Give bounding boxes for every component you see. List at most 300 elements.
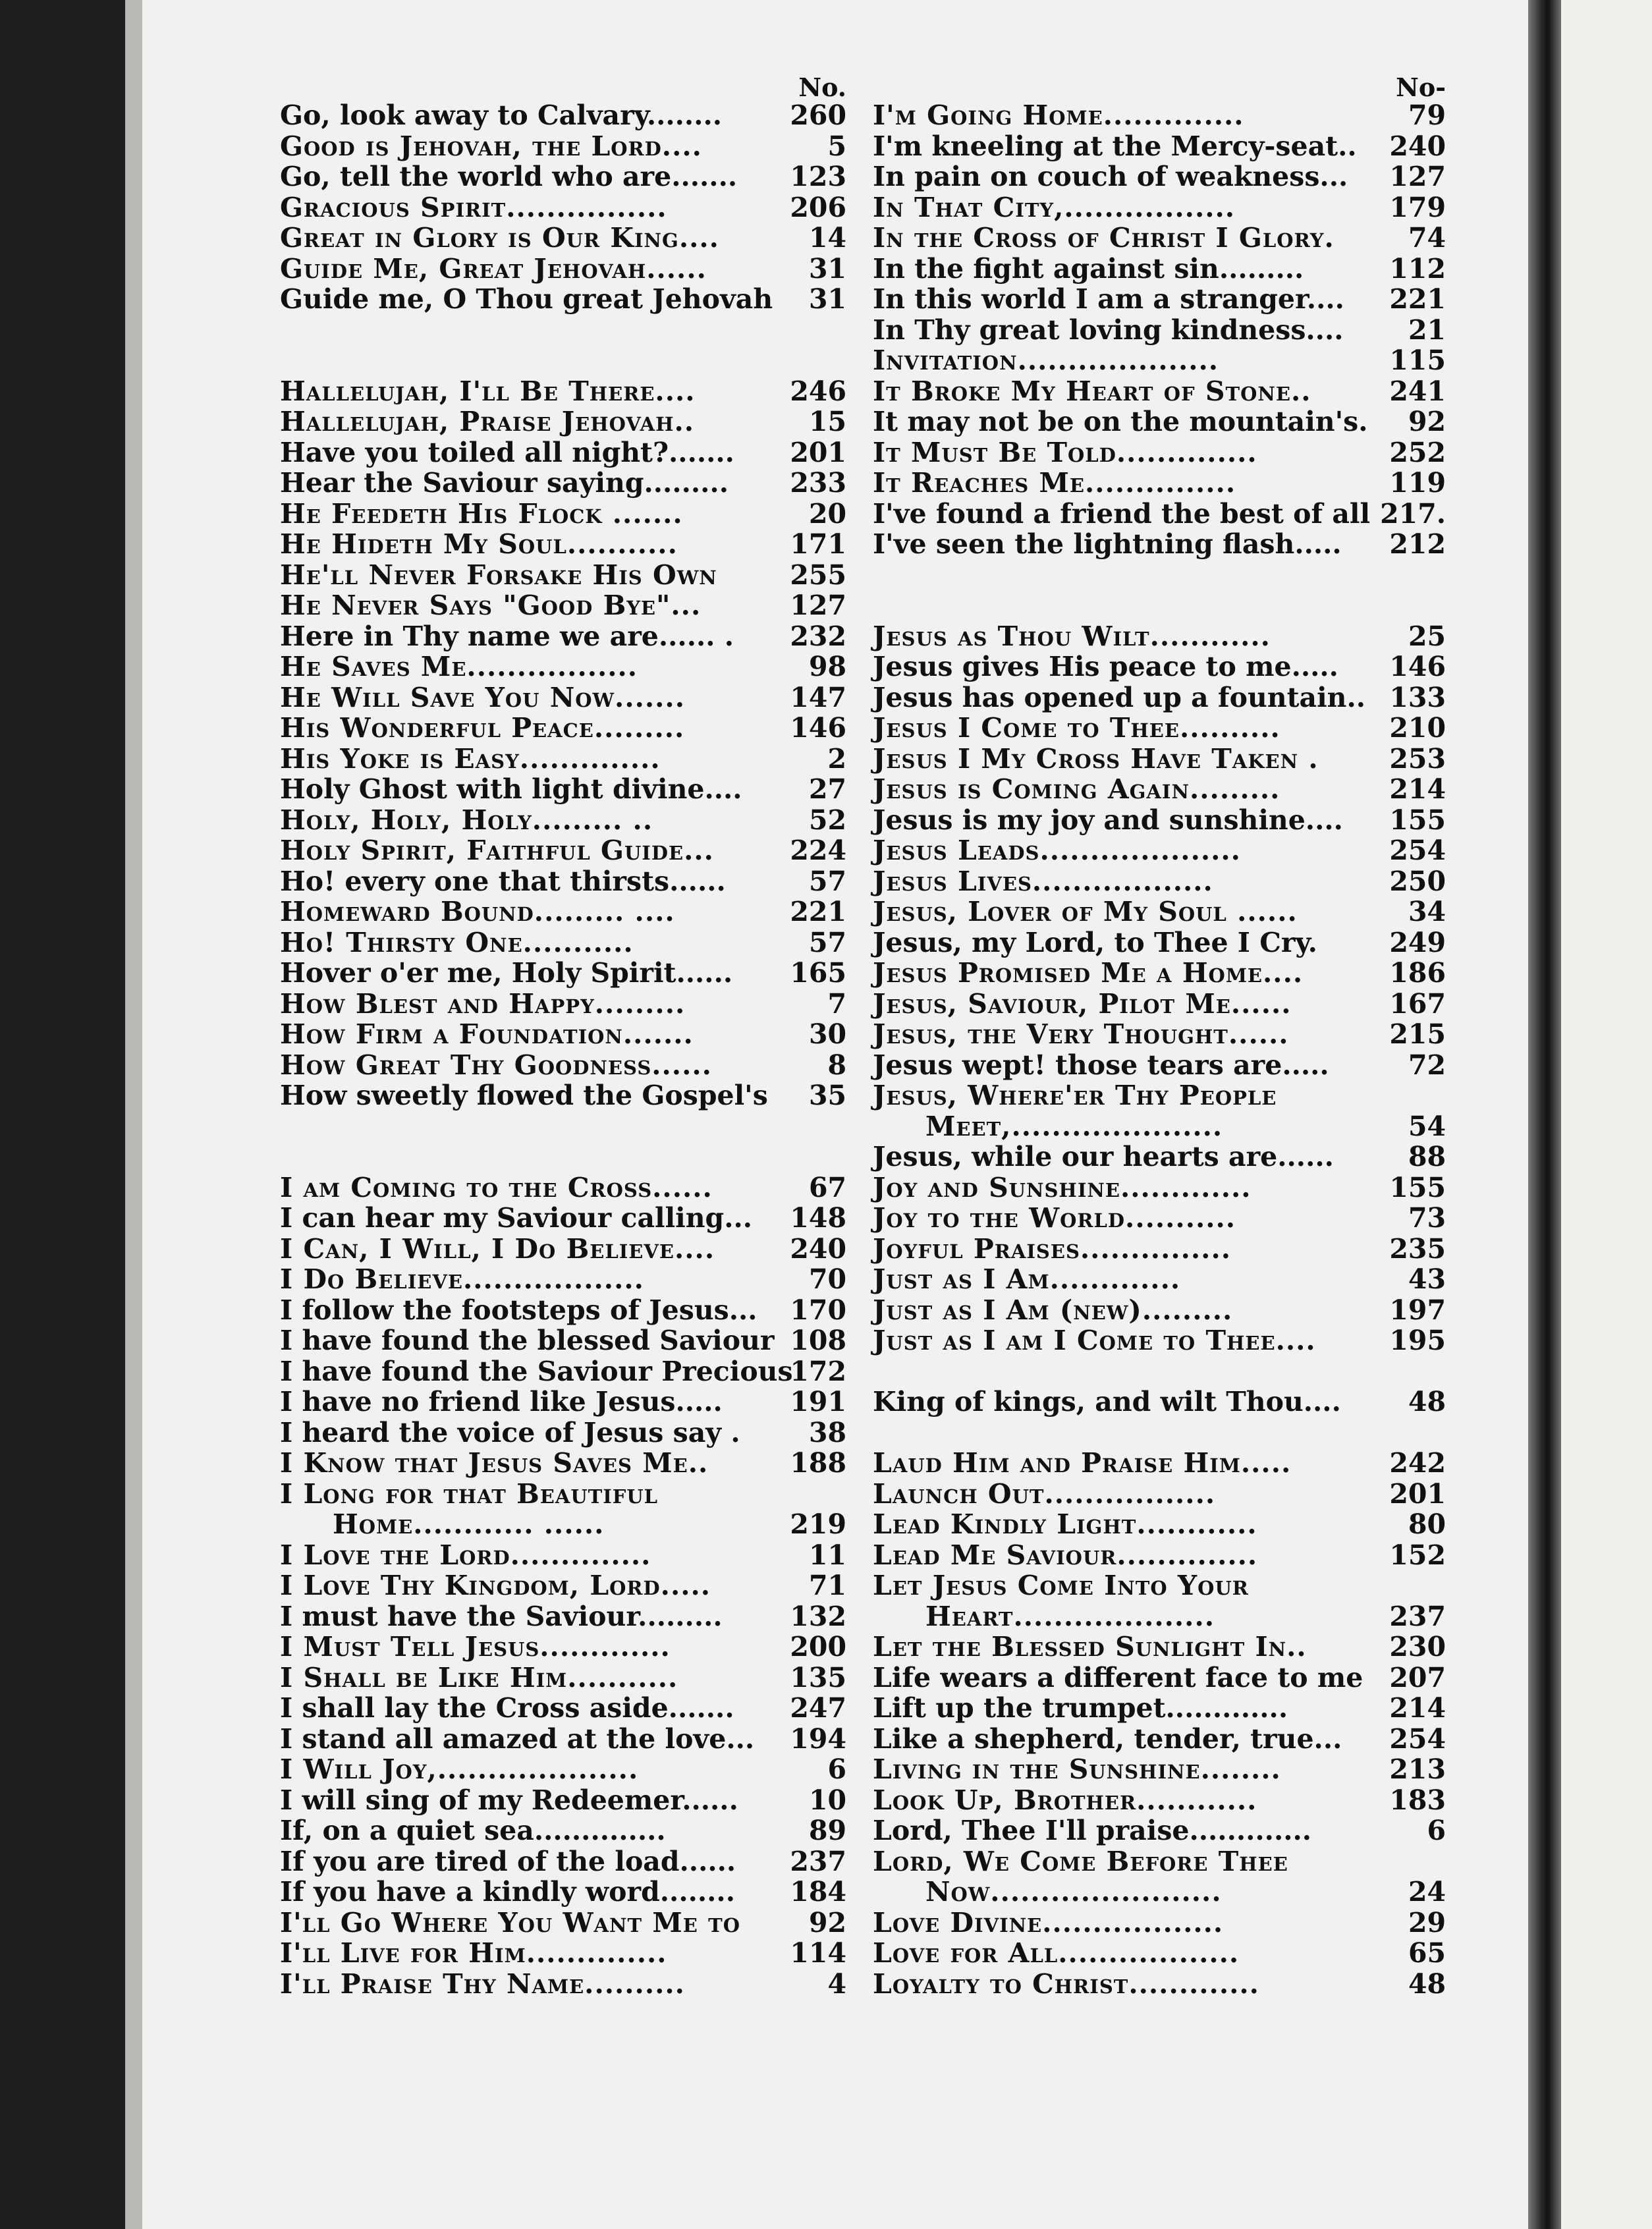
hymn-title: In the fight against sin......... xyxy=(873,252,1304,285)
hymn-title: King of kings, and wilt Thou.... xyxy=(873,1386,1341,1417)
hymn-title: Lord, Thee I'll praise............. xyxy=(873,1815,1312,1846)
hymn-number: 7 xyxy=(827,987,846,1020)
index-entry xyxy=(280,560,846,590)
facing-page xyxy=(1561,0,1652,2229)
index-entry xyxy=(873,1724,1446,1754)
hymn-number: 31 xyxy=(808,283,846,315)
hymn-title: In this world I am a stranger.... xyxy=(873,283,1344,315)
hymn-number: 114 xyxy=(790,1937,846,1969)
hymn-title: Hover o'er me, Holy Spirit...... xyxy=(280,957,733,989)
index-entry xyxy=(873,835,1446,866)
index-entry xyxy=(873,1142,1446,1172)
hymn-title: Look Up, Brother............ xyxy=(873,1784,1257,1816)
hymn-number: 224 xyxy=(790,835,846,866)
hymn-number: 241 xyxy=(1389,375,1446,407)
index-entry xyxy=(280,1632,846,1662)
hymn-title: I Long for that Beautiful xyxy=(280,1477,659,1510)
index-entry xyxy=(280,1264,846,1294)
index-entry xyxy=(873,529,1446,559)
hymn-title: How sweetly flowed the Gospel's xyxy=(280,1080,768,1111)
hymn-title: I Love the Lord.............. xyxy=(280,1539,651,1571)
hymn-number: 255 xyxy=(790,559,846,591)
hymn-number: 155 xyxy=(1389,1171,1446,1203)
hymn-title: Great in Glory is Our King.... xyxy=(280,222,719,254)
index-entry xyxy=(873,621,1446,651)
hymn-number: 65 xyxy=(1408,1937,1446,1969)
index-entry xyxy=(280,989,846,1019)
hymn-title: I've found a friend the best of all xyxy=(873,497,1371,530)
hymn-number: 27 xyxy=(808,773,846,805)
hymn-number: 233 xyxy=(790,467,846,499)
hymn-title: Lead Me Saviour.............. xyxy=(873,1539,1258,1571)
index-entry xyxy=(873,1387,1446,1417)
hymn-number: 98 xyxy=(808,651,846,682)
hymn-title: Hallelujah, Praise Jehovah.. xyxy=(280,406,695,437)
hymn-title: Homeward Bound......... .... xyxy=(280,896,675,927)
hymn-number: 52 xyxy=(808,804,846,836)
hymn-number: 201 xyxy=(1389,1477,1446,1510)
hymn-number: 183 xyxy=(1389,1784,1446,1816)
hymn-title: In the Cross of Christ I Glory. xyxy=(873,222,1335,254)
index-entry xyxy=(873,774,1446,804)
index-entry xyxy=(873,406,1446,437)
hymn-title: I stand all amazed at the love... xyxy=(280,1722,755,1755)
hymn-title: Jesus, Where'er Thy People xyxy=(873,1080,1277,1111)
number-column-header: No. xyxy=(798,72,846,102)
hymn-number: 89 xyxy=(808,1815,846,1846)
hymn-number: 57 xyxy=(808,865,846,897)
hymn-number: 215 xyxy=(1389,1018,1446,1050)
hymn-number: 210 xyxy=(1389,712,1446,744)
hymn-title: Gracious Spirit................ xyxy=(280,191,667,223)
hymn-title: Life wears a different face to me xyxy=(873,1661,1363,1693)
index-entry xyxy=(280,1234,846,1264)
hymn-number: 147 xyxy=(790,681,846,713)
index-entry xyxy=(280,805,846,835)
hymn-number: 71 xyxy=(808,1570,846,1601)
index-entry xyxy=(280,1785,846,1815)
index-entry xyxy=(280,406,846,437)
hymn-title: Living in the Sunshine........ xyxy=(873,1753,1281,1785)
hymn-number: 207 xyxy=(1389,1661,1446,1693)
index-entry xyxy=(873,958,1446,988)
index-entry xyxy=(873,1264,1446,1294)
index-entry xyxy=(873,315,1446,345)
index-entry xyxy=(280,1724,846,1754)
hymn-title: I'm kneeling at the Mercy-seat.. xyxy=(873,130,1357,162)
hymn-number: 34 xyxy=(1408,896,1446,927)
hymn-number: 21 xyxy=(1408,314,1446,346)
hymn-title: Joy to the World........... xyxy=(873,1202,1236,1234)
hymn-title: It Reaches Me............... xyxy=(873,467,1236,499)
index-entry xyxy=(873,682,1446,713)
hymn-number: 35 xyxy=(808,1080,846,1111)
hymn-title: Jesus I My Cross Have Taken . xyxy=(873,742,1319,775)
hymn-number: 11 xyxy=(808,1539,846,1571)
hymn-title: Jesus is Coming Again......... xyxy=(873,773,1280,805)
hymn-number: 119 xyxy=(1389,467,1446,499)
index-entry xyxy=(280,1754,846,1784)
hymn-title: Ho! Thirsty One........... xyxy=(280,926,634,958)
hymn-number: 132 xyxy=(790,1600,846,1632)
hymn-number: 235 xyxy=(1389,1232,1446,1265)
scan-dark-margin xyxy=(0,0,125,2229)
hymn-title: I'll Go Where You Want Me to xyxy=(280,1906,740,1939)
hymn-title: Jesus has opened up a fountain.. xyxy=(873,681,1366,713)
hymn-number: 152 xyxy=(1389,1539,1446,1571)
hymn-number: 214 xyxy=(1389,773,1446,805)
index-entry xyxy=(873,651,1446,682)
index-entry xyxy=(280,651,846,682)
hymn-title: His Yoke is Easy.............. xyxy=(280,742,661,775)
hymn-title: If you have a kindly word........ xyxy=(280,1876,735,1908)
index-entry xyxy=(280,1509,846,1539)
index-entry xyxy=(873,1785,1446,1815)
hymn-number: 127 xyxy=(1389,161,1446,192)
hymn-number: 194 xyxy=(790,1722,846,1755)
index-entry xyxy=(280,1908,846,1938)
hymn-number: 250 xyxy=(1389,865,1446,897)
hymn-title: He Hideth My Soul........... xyxy=(280,528,678,560)
hymn-number: 254 xyxy=(1389,835,1446,866)
hymn-title: I heard the voice of Jesus say . xyxy=(280,1416,740,1448)
index-entry xyxy=(280,1877,846,1907)
index-entry xyxy=(280,621,846,651)
hymn-number: 57 xyxy=(808,926,846,958)
hymn-number: 43 xyxy=(1408,1263,1446,1295)
hymn-title: I Know that Jesus Saves Me.. xyxy=(280,1447,709,1479)
index-entry xyxy=(280,744,846,774)
index-entry xyxy=(873,1570,1446,1601)
hymn-title: Jesus, Saviour, Pilot Me...... xyxy=(873,987,1292,1020)
hymn-number: 92 xyxy=(1408,406,1446,437)
hymn-title: I've seen the lightning flash..... xyxy=(873,528,1342,560)
index-entry xyxy=(280,1080,846,1111)
hymn-number: 8 xyxy=(827,1049,846,1081)
hymn-title: I will sing of my Redeemer...... xyxy=(280,1784,738,1816)
index-entry xyxy=(280,1050,846,1080)
hymn-title: I have found the blessed Saviour xyxy=(280,1325,775,1356)
hymn-title: Lead Kindly Light............ xyxy=(873,1508,1257,1540)
hymn-number: 92 xyxy=(808,1906,846,1939)
hymn-title: Jesus I Come to Thee.......... xyxy=(873,712,1280,744)
hymn-number: 73 xyxy=(1408,1202,1446,1234)
index-entry xyxy=(280,1325,846,1356)
hymn-title: Let Jesus Come Into Your xyxy=(873,1570,1249,1601)
hymn-title: Joy and Sunshine............. xyxy=(873,1171,1252,1203)
index-entry xyxy=(280,682,846,713)
index-entry xyxy=(280,223,846,253)
hymn-number: 74 xyxy=(1408,222,1446,254)
hymn-number: 127 xyxy=(790,590,846,621)
index-entry xyxy=(280,1846,846,1877)
index-entry xyxy=(873,805,1446,835)
hymn-number: 146 xyxy=(790,712,846,744)
index-entry xyxy=(873,100,1446,130)
index-entry xyxy=(280,590,846,620)
index-entry xyxy=(280,1417,846,1448)
hymn-title: Go, tell the world who are....... xyxy=(280,161,738,192)
hymn-title: He Feedeth His Flock ....... xyxy=(280,497,683,530)
hymn-title: Guide Me, Great Jehovah...... xyxy=(280,252,707,285)
hymn-number: 217. xyxy=(1380,497,1446,530)
index-entry xyxy=(280,1479,846,1509)
hymn-title: Launch Out................. xyxy=(873,1477,1216,1510)
hymn-number: 242 xyxy=(1389,1447,1446,1479)
index-entry xyxy=(280,529,846,559)
index-entry xyxy=(873,1693,1446,1723)
hymn-number: 123 xyxy=(790,161,846,192)
index-entry xyxy=(280,1693,846,1723)
index-entry xyxy=(873,223,1446,253)
hymn-title: Lord, We Come Before Thee xyxy=(873,1845,1288,1877)
hymn-title: If you are tired of the load...... xyxy=(280,1845,736,1877)
hymn-title: How Great Thy Goodness...... xyxy=(280,1049,712,1081)
index-entry xyxy=(873,1448,1446,1478)
index-entry xyxy=(280,1356,846,1387)
hymn-number: 221 xyxy=(1389,283,1446,315)
hymn-number: 6 xyxy=(827,1753,846,1785)
hymn-title: It Broke My Heart of Stone.. xyxy=(873,375,1311,407)
index-entry xyxy=(280,1815,846,1846)
hymn-title: Just as I Am............. xyxy=(873,1263,1181,1295)
hymn-number: 219 xyxy=(790,1508,846,1540)
hymn-title: Let the Blessed Sunlight In.. xyxy=(873,1631,1307,1663)
hymn-title: Here in Thy name we are...... . xyxy=(280,620,734,652)
index-entry xyxy=(873,1601,1446,1632)
hymn-number: 254 xyxy=(1389,1722,1446,1755)
hymn-title: Loyalty to Christ............. xyxy=(873,1968,1259,2000)
hymn-number: 135 xyxy=(790,1661,846,1693)
hymn-title: Just as I Am (new)......... xyxy=(873,1294,1233,1326)
hymn-number: 237 xyxy=(1389,1600,1446,1632)
hymn-number: 88 xyxy=(1408,1141,1446,1172)
hymn-title: I have no friend like Jesus..... xyxy=(280,1386,723,1417)
index-entry xyxy=(873,927,1446,958)
hymn-title: Invitation.................... xyxy=(873,344,1219,376)
index-entry xyxy=(873,1509,1446,1539)
hymn-title: Jesus, the Very Thought...... xyxy=(873,1018,1289,1050)
hymn-title: Meet,..................... xyxy=(925,1110,1223,1142)
index-entry xyxy=(873,713,1446,743)
index-entry xyxy=(280,284,846,314)
hymn-title: How Blest and Happy......... xyxy=(280,987,686,1020)
hymn-title: I'll Praise Thy Name.......... xyxy=(280,1968,685,2000)
index-entry xyxy=(280,1203,846,1233)
hymn-number: 260 xyxy=(790,99,846,131)
index-entry xyxy=(873,1877,1446,1907)
index-entry xyxy=(873,345,1446,375)
index-entry xyxy=(873,376,1446,406)
hymn-title: Joyful Praises............... xyxy=(873,1232,1232,1265)
hymn-number: 54 xyxy=(1408,1110,1446,1142)
hymn-number: 212 xyxy=(1389,528,1446,560)
hymn-title: Just as I am I Come to Thee.... xyxy=(873,1325,1316,1356)
hymn-number: 253 xyxy=(1389,742,1446,775)
hymn-number: 230 xyxy=(1389,1631,1446,1663)
hymn-number: 206 xyxy=(790,191,846,223)
hymn-title: Lift up the trumpet............. xyxy=(873,1692,1288,1724)
hymn-number: 232 xyxy=(790,620,846,652)
hymn-title: In That City,................. xyxy=(873,191,1236,223)
hymn-title: Jesus Leads.................... xyxy=(873,835,1241,866)
hymn-title: Holy Spirit, Faithful Guide... xyxy=(280,835,714,866)
hymn-number: 38 xyxy=(808,1416,846,1448)
hymn-title: In Thy great loving kindness.... xyxy=(873,314,1344,346)
hymn-number: 108 xyxy=(790,1325,846,1356)
hymn-title: In pain on couch of weakness... xyxy=(873,161,1348,192)
hymn-number: 30 xyxy=(808,1018,846,1050)
index-entry xyxy=(873,1203,1446,1233)
hymn-number: 48 xyxy=(1408,1968,1446,2000)
hymn-number: 48 xyxy=(1408,1386,1446,1417)
index-entry xyxy=(873,192,1446,223)
hymn-number: 165 xyxy=(790,957,846,989)
hymn-number: 179 xyxy=(1389,191,1446,223)
hymn-number: 186 xyxy=(1389,957,1446,989)
hymn-title: It may not be on the mountain's. xyxy=(873,406,1368,437)
hymn-title: I'm Going Home.............. xyxy=(873,99,1244,131)
hymn-title: Holy, Holy, Holy......... .. xyxy=(280,804,653,836)
hymn-number: 240 xyxy=(1389,130,1446,162)
index-entry xyxy=(280,131,846,161)
hymn-title: Jesus Promised Me a Home.... xyxy=(873,957,1304,989)
hymn-number: 148 xyxy=(790,1202,846,1234)
index-entry xyxy=(280,896,846,927)
index-entry xyxy=(873,1172,1446,1203)
index-entry xyxy=(873,1111,1446,1142)
index-entry xyxy=(280,100,846,130)
hymn-number: 31 xyxy=(808,252,846,285)
hymn-title: How Firm a Foundation....... xyxy=(280,1018,694,1050)
hymn-number: 252 xyxy=(1389,436,1446,468)
hymn-number: 24 xyxy=(1408,1876,1446,1908)
index-entry xyxy=(280,927,846,958)
hymn-title: I must have the Saviour......... xyxy=(280,1600,723,1632)
hymn-number: 247 xyxy=(790,1692,846,1724)
hymn-number: 172 xyxy=(790,1355,846,1387)
hymn-title: I Will Joy,.................... xyxy=(280,1753,639,1785)
index-entry xyxy=(873,1938,1446,1968)
index-entry xyxy=(280,1387,846,1417)
hymn-title: Jesus wept! those tears are..... xyxy=(873,1049,1329,1081)
hymn-number: 214 xyxy=(1389,1692,1446,1724)
index-entry xyxy=(873,1663,1446,1693)
hymn-title: I Love Thy Kingdom, Lord..... xyxy=(280,1570,711,1601)
hymn-number: 5 xyxy=(827,130,846,162)
hymn-title: I can hear my Saviour calling... xyxy=(280,1202,753,1234)
hymn-number: 4 xyxy=(827,1968,846,2000)
hymn-title: I have found the Saviour Precious xyxy=(280,1355,793,1387)
index-entry xyxy=(873,437,1446,468)
index-entry xyxy=(280,866,846,896)
index-entry xyxy=(280,254,846,284)
hymn-title: Love Divine.................. xyxy=(873,1906,1224,1939)
book-gutter xyxy=(1528,0,1561,2229)
hymn-number: 79 xyxy=(1408,99,1446,131)
hymn-number: 67 xyxy=(808,1171,846,1203)
hymn-title: I am Coming to the Cross...... xyxy=(280,1171,713,1203)
hymn-number: 80 xyxy=(1408,1508,1446,1540)
hymn-title: Home............ ...... xyxy=(333,1508,605,1540)
hymn-number: 246 xyxy=(790,375,846,407)
hymn-title: He Will Save You Now....... xyxy=(280,681,685,713)
hymn-title: Have you toiled all night?....... xyxy=(280,436,734,468)
hymn-number: 72 xyxy=(1408,1049,1446,1081)
hymn-number: 115 xyxy=(1389,344,1446,376)
index-entry xyxy=(873,131,1446,161)
index-entry xyxy=(280,1601,846,1632)
index-entry xyxy=(280,1938,846,1968)
index-entry xyxy=(280,713,846,743)
hymn-number: 167 xyxy=(1389,987,1446,1020)
index-entry xyxy=(280,1540,846,1570)
index-entry xyxy=(873,1969,1446,1999)
hymn-number: 25 xyxy=(1408,620,1446,652)
hymn-title: Holy Ghost with light divine.... xyxy=(280,773,742,805)
index-entry xyxy=(873,1325,1446,1356)
hymn-number: 200 xyxy=(790,1631,846,1663)
hymn-title: Ho! every one that thirsts...... xyxy=(280,865,726,897)
index-entry xyxy=(873,1632,1446,1662)
index-entry xyxy=(873,1295,1446,1325)
hymn-number: 6 xyxy=(1427,1815,1446,1846)
hymn-number: 10 xyxy=(808,1784,846,1816)
hymn-number: 201 xyxy=(790,436,846,468)
index-entry xyxy=(280,1663,846,1693)
hymn-title: It Must Be Told.............. xyxy=(873,436,1257,468)
index-entry xyxy=(280,192,846,223)
hymn-title: Jesus Lives.................. xyxy=(873,865,1213,897)
index-entry xyxy=(873,499,1446,529)
index-entry xyxy=(280,1448,846,1478)
index-entry xyxy=(873,1479,1446,1509)
hymn-title: Jesus gives His peace to me..... xyxy=(873,651,1338,682)
hymn-number: 15 xyxy=(808,406,846,437)
index-entry xyxy=(873,1080,1446,1111)
hymn-number: 170 xyxy=(790,1294,846,1326)
index-entry xyxy=(873,1754,1446,1784)
hymn-number: 29 xyxy=(1408,1906,1446,1939)
hymn-number: 213 xyxy=(1389,1753,1446,1785)
hymn-title: Jesus as Thou Wilt............ xyxy=(873,620,1271,652)
index-entry xyxy=(280,437,846,468)
index-entry xyxy=(280,1969,846,1999)
hymn-number: 146 xyxy=(1389,651,1446,682)
hymn-title: I Shall be Like Him........... xyxy=(280,1661,678,1693)
index-entry xyxy=(873,1815,1446,1846)
hymn-number: 191 xyxy=(790,1386,846,1417)
hymn-number: 195 xyxy=(1389,1325,1446,1356)
number-column-header: No- xyxy=(1396,72,1446,102)
hymn-number: 14 xyxy=(808,222,846,254)
hymn-title: Guide me, O Thou great Jehovah xyxy=(280,283,773,315)
index-entry xyxy=(873,1050,1446,1080)
index-entry xyxy=(280,835,846,866)
index-entry xyxy=(873,866,1446,896)
hymn-number: 2 xyxy=(827,742,846,775)
hymn-number: 249 xyxy=(1389,926,1446,958)
index-entry xyxy=(280,1295,846,1325)
hymn-number: 155 xyxy=(1389,804,1446,836)
index-entry xyxy=(873,1540,1446,1570)
hymn-number: 237 xyxy=(790,1845,846,1877)
hymn-title: Now....................... xyxy=(925,1876,1222,1908)
index-entry xyxy=(280,468,846,498)
index-entry xyxy=(873,284,1446,314)
hymn-title: I follow the footsteps of Jesus... xyxy=(280,1294,757,1326)
index-entry xyxy=(280,1019,846,1049)
